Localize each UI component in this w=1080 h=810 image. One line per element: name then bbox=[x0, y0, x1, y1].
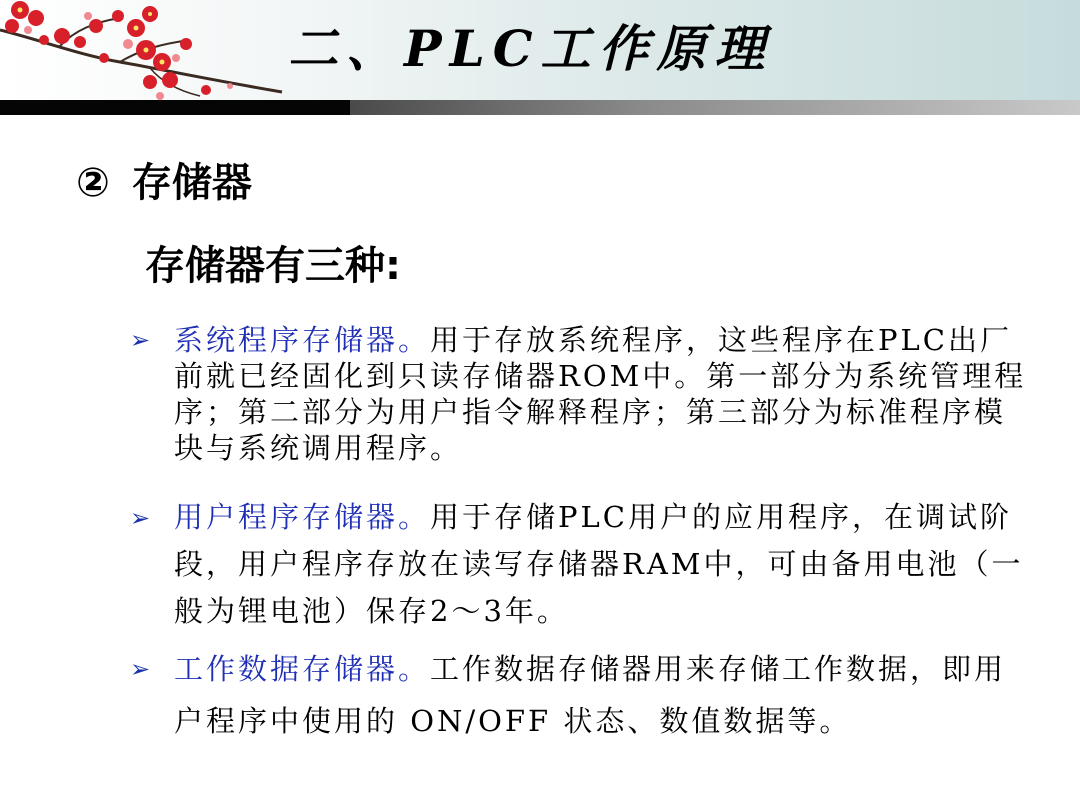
arrowhead-bullet-icon: ➢ bbox=[130, 655, 151, 683]
bullet-body: 用于存放系统程序，这些程序在PLC出厂前就已经固化到只读存储器ROM中。第一部分为系统管理程序；第二部分为用户指令解释程序；第三部分为标准程序模块与系统调用程序。 bbox=[174, 323, 1027, 465]
bullet-text bbox=[174, 494, 1030, 635]
bullet-text bbox=[174, 643, 1030, 747]
slide-title: 二、PLC工作原理 bbox=[288, 19, 773, 78]
bullet-text bbox=[174, 322, 1030, 466]
section-heading bbox=[76, 153, 252, 213]
arrowhead-bullet-icon: ➢ bbox=[130, 326, 151, 354]
bullet-lead: 工作数据存储器。 bbox=[174, 652, 431, 686]
arrowhead-bullet-icon: ➢ bbox=[130, 504, 151, 532]
bullet-work-data-memory bbox=[130, 643, 1030, 747]
bullet-body: 工作数据存储器用来存储工作数据，即用户程序中使用的 ON/OFF 状态、数值数据等。 bbox=[174, 652, 1007, 738]
plum-blossom-branch-icon bbox=[0, 0, 300, 110]
subheading: 存储器有三种: bbox=[145, 243, 401, 289]
section-heading-text: 存储器 bbox=[131, 160, 252, 206]
section-number: ② bbox=[76, 160, 110, 206]
bullet-lead: 用户程序存储器。 bbox=[174, 500, 431, 534]
bullet-body: 用于存储PLC用户的应用程序，在调试阶段，用户程序存放在读写存储器RAM中，可由备用电池（一般为锂电池）保存2～3年。 bbox=[174, 500, 1024, 628]
bullet-user-program-memory bbox=[130, 494, 1030, 635]
bullet-lead: 系统程序存储器。 bbox=[174, 323, 431, 357]
bullet-system-program-memory bbox=[130, 322, 1030, 466]
header-divider-gradient bbox=[350, 100, 1080, 115]
